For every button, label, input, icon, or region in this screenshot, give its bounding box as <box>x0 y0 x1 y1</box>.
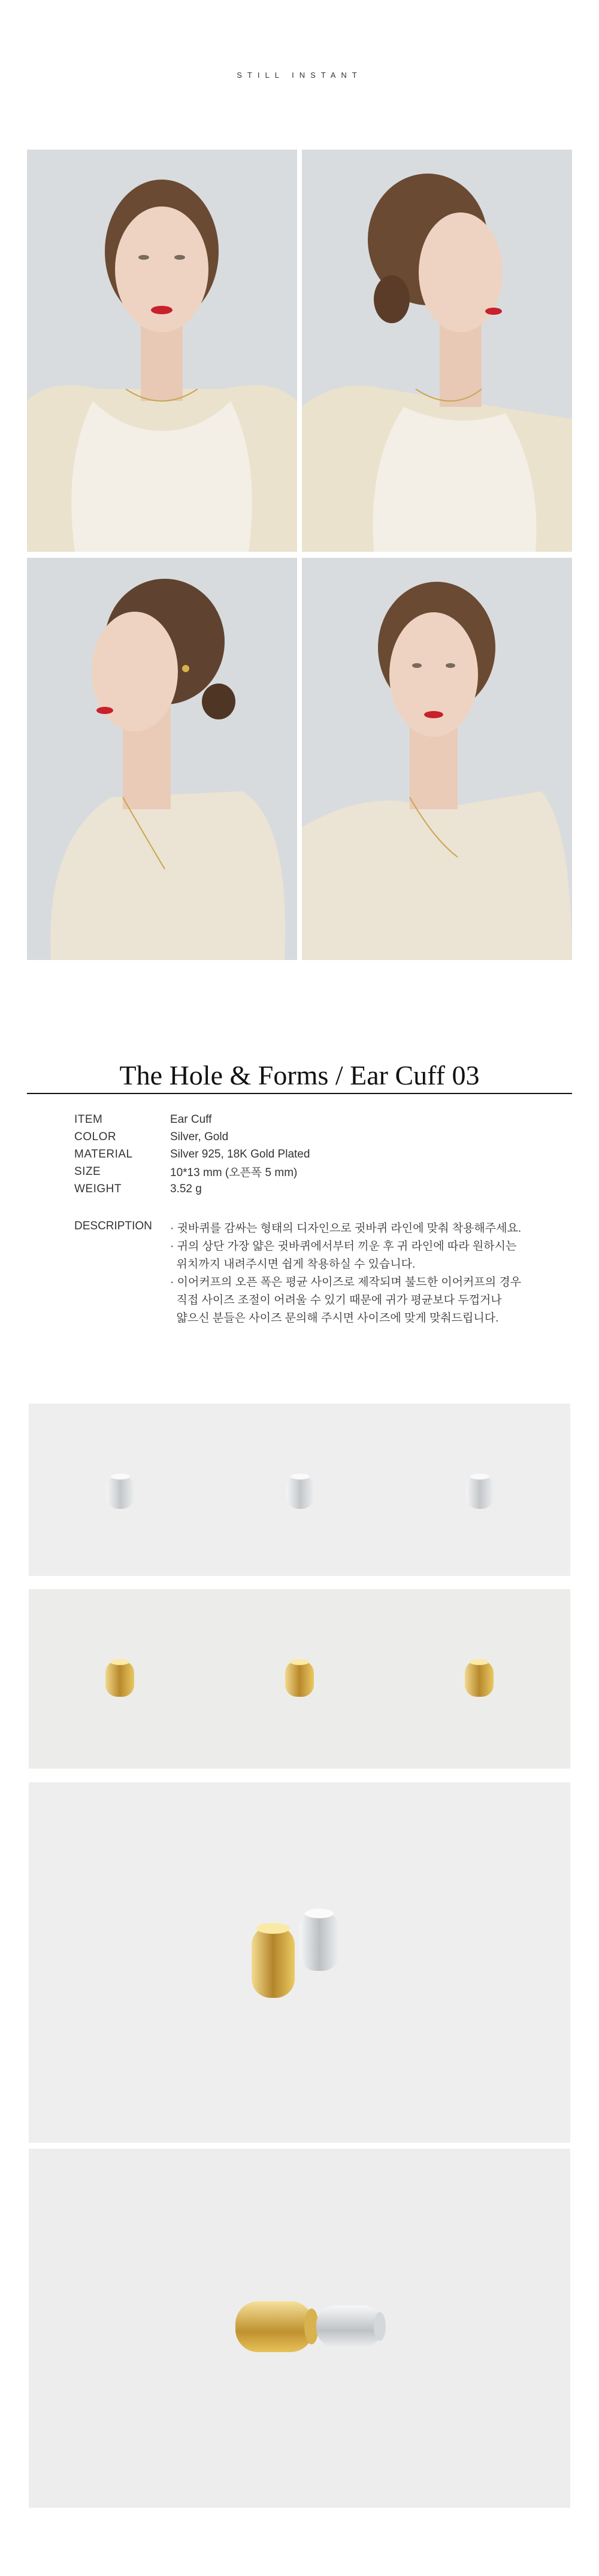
spec-label: COLOR <box>74 1130 117 1143</box>
spec-label: MATERIAL <box>74 1147 133 1161</box>
spec-value: 10*13 mm (오픈폭 5 mm) <box>170 1167 298 1179</box>
spec-row-material <box>74 1146 310 1163</box>
description-text <box>170 1220 521 1328</box>
description-line: · 귓바퀴를 감싸는 형태의 디자인으로 귓바퀴 라인에 맞춰 착용해주세요. <box>170 1222 522 1235</box>
model-photo-front <box>27 150 297 552</box>
spec-row-item <box>74 1111 310 1128</box>
spec-row-size <box>74 1163 310 1180</box>
description-line: · 이어커프의 오픈 폭은 평균 사이즈로 제작되며 불드한 이어커프의 경우 <box>170 1276 522 1289</box>
description-line: 위치까지 내려주시면 쉽게 착용하실 수 있습니다. <box>170 1258 416 1271</box>
product-title: The Hole & Forms / Ear Cuff 03 <box>119 1060 480 1090</box>
description-line: · 귀의 상단 가장 얇은 귓바퀴에서부터 끼운 후 귀 라인에 따라 원하시는 <box>170 1240 517 1253</box>
spec-table <box>74 1111 310 1198</box>
spec-row-color <box>74 1128 310 1146</box>
spec-value: Silver, Gold <box>170 1130 229 1143</box>
product-photo-silver-row <box>29 1404 570 1576</box>
spec-value: 3.52 g <box>170 1182 202 1195</box>
description-line: 얇으신 분들은 사이즈 문의해 주시면 사이즈에 맞게 맞춰드립니다. <box>170 1312 499 1325</box>
spec-value: Ear Cuff <box>170 1113 212 1126</box>
product-photo-gold-row <box>29 1589 570 1769</box>
spec-value: Silver 925, 18K Gold Plated <box>170 1147 310 1161</box>
spec-label: SIZE <box>74 1165 101 1178</box>
product-photo-pair-lying <box>29 2149 570 2508</box>
title-divider <box>27 1093 572 1094</box>
description-label: DESCRIPTION <box>74 1220 152 1232</box>
product-photo-pair-standing <box>29 1782 570 2143</box>
model-photo-knit <box>302 558 572 960</box>
model-photo-ear-side <box>27 558 297 960</box>
description-line: 직접 사이즈 조절이 어려울 수 있기 때문에 귀가 평균보다 두껍거나 <box>170 1294 502 1307</box>
spec-row-weight <box>74 1180 310 1198</box>
brand-name: STILL INSTANT <box>237 71 362 80</box>
description-block <box>74 1220 521 1328</box>
spec-label: WEIGHT <box>74 1182 122 1195</box>
spec-label: ITEM <box>74 1113 103 1126</box>
model-photo-profile <box>302 150 572 552</box>
